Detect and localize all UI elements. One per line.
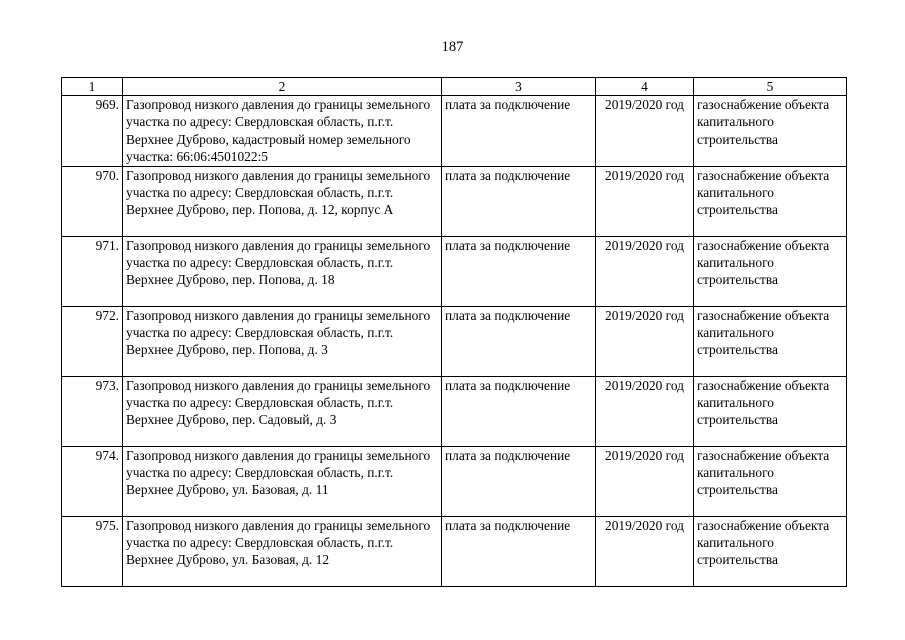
table-row xyxy=(62,376,847,446)
row-purpose: газоснабжение объекта капитального строительства xyxy=(694,376,847,446)
table-row xyxy=(62,516,847,586)
row-purpose: газоснабжение объекта капитального строительства xyxy=(694,516,847,586)
row-period: 2019/2020 год xyxy=(596,166,694,236)
row-number: 975. xyxy=(62,516,123,586)
row-purpose: газоснабжение объекта капитального строительства xyxy=(694,236,847,306)
table-row xyxy=(62,96,847,167)
row-description: Газопровод низкого давления до границы земельного участка по адресу: Свердловская область, п.г.т. Верхнее Дуброво, пер. Попова, д. 12, корпус А xyxy=(123,166,442,236)
header-row xyxy=(62,78,847,96)
row-fee-type: плата за подключение xyxy=(442,236,596,306)
table-row xyxy=(62,166,847,236)
row-period: 2019/2020 год xyxy=(596,376,694,446)
row-number: 970. xyxy=(62,166,123,236)
row-fee-type: плата за подключение xyxy=(442,446,596,516)
row-period: 2019/2020 год xyxy=(596,306,694,376)
row-description: Газопровод низкого давления до границы земельного участка по адресу: Свердловская область, п.г.т. Верхнее Дуброво, пер. Попова, д. 3 xyxy=(123,306,442,376)
data-table xyxy=(61,77,847,587)
header-col-4: 4 xyxy=(596,78,694,96)
header-col-1: 1 xyxy=(62,78,123,96)
row-number: 971. xyxy=(62,236,123,306)
row-period: 2019/2020 год xyxy=(596,236,694,306)
table-row xyxy=(62,236,847,306)
row-description: Газопровод низкого давления до границы земельного участка по адресу: Свердловская область, п.г.т. Верхнее Дуброво, ул. Базовая, д. 11 xyxy=(123,446,442,516)
table-row xyxy=(62,446,847,516)
row-description: Газопровод низкого давления до границы земельного участка по адресу: Свердловская область, п.г.т. Верхнее Дуброво, пер. Попова, д. 18 xyxy=(123,236,442,306)
header-col-3: 3 xyxy=(442,78,596,96)
row-purpose: газоснабжение объекта капитального строительства xyxy=(694,166,847,236)
table-body xyxy=(62,96,847,587)
row-description: Газопровод низкого давления до границы земельного участка по адресу: Свердловская область, п.г.т. Верхнее Дуброво, кадастровый номер земельного участка: 66:06:4501022:5 xyxy=(123,96,442,167)
row-fee-type: плата за подключение xyxy=(442,166,596,236)
row-purpose: газоснабжение объекта капитального строительства xyxy=(694,446,847,516)
row-period: 2019/2020 год xyxy=(596,446,694,516)
row-description: Газопровод низкого давления до границы земельного участка по адресу: Свердловская область, п.г.т. Верхнее Дуброво, ул. Базовая, д. 12 xyxy=(123,516,442,586)
row-fee-type: плата за подключение xyxy=(442,306,596,376)
table-row xyxy=(62,306,847,376)
page-number: 187 xyxy=(441,39,464,55)
row-period: 2019/2020 год xyxy=(596,96,694,167)
row-number: 973. xyxy=(62,376,123,446)
row-fee-type: плата за подключение xyxy=(442,376,596,446)
row-fee-type: плата за подключение xyxy=(442,516,596,586)
row-purpose: газоснабжение объекта капитального строительства xyxy=(694,96,847,167)
row-fee-type: плата за подключение xyxy=(442,96,596,167)
header-col-5: 5 xyxy=(694,78,847,96)
row-description: Газопровод низкого давления до границы земельного участка по адресу: Свердловская область, п.г.т. Верхнее Дуброво, пер. Садовый, д. 3 xyxy=(123,376,442,446)
row-number: 969. xyxy=(62,96,123,167)
row-number: 972. xyxy=(62,306,123,376)
row-number: 974. xyxy=(62,446,123,516)
table-header xyxy=(62,78,847,96)
row-period: 2019/2020 год xyxy=(596,516,694,586)
header-col-2: 2 xyxy=(123,78,442,96)
row-purpose: газоснабжение объекта капитального строительства xyxy=(694,306,847,376)
